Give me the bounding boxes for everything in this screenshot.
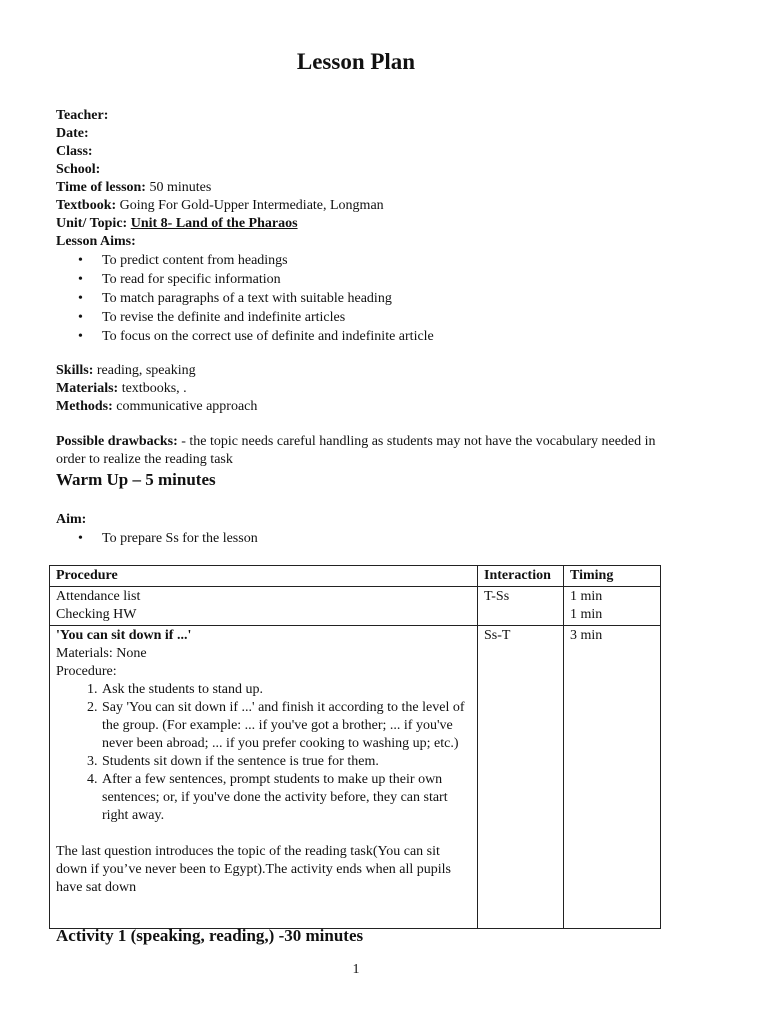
unit-value: Unit 8- Land of the Pharaos xyxy=(130,216,298,231)
time-label: Time of lesson: xyxy=(56,180,146,195)
skills-block xyxy=(56,362,656,416)
textbook-value: Going For Gold-Upper Intermediate, Longman xyxy=(116,198,384,213)
lesson-details xyxy=(56,107,656,346)
aim-item: • To focus on the correct use of definite and indefinite article xyxy=(102,327,656,346)
skills-line xyxy=(56,362,656,380)
school-label: School: xyxy=(56,162,101,177)
timing-line: 1 min xyxy=(570,589,603,604)
procedure-table xyxy=(49,565,661,929)
step-item: 4. After a few sentences, prompt students to make up their own sentences; or, if you've done the activity before, they can start right away. xyxy=(101,771,471,825)
aims-list xyxy=(56,251,656,346)
methods-line xyxy=(56,398,656,416)
table-header-row xyxy=(50,566,661,587)
warmup-aim-block xyxy=(56,511,656,548)
methods-label: Methods: xyxy=(56,399,113,414)
materials-label: Materials: xyxy=(56,381,119,396)
interaction-cell: Ss-T xyxy=(478,626,564,929)
page-number: 1 xyxy=(352,962,360,977)
aim-item: • To predict content from headings xyxy=(102,251,656,270)
activity-materials: Materials: None xyxy=(56,646,147,661)
warmup-heading: Warm Up – 5 minutes xyxy=(56,470,216,489)
textbook-label: Textbook: xyxy=(56,198,117,213)
drawbacks-label: Possible drawbacks: xyxy=(56,434,178,449)
timing-cell xyxy=(564,587,661,626)
aims-label: Lesson Aims: xyxy=(56,234,136,249)
unit-label: Unit/ Topic: xyxy=(56,216,128,231)
time-line xyxy=(56,179,656,197)
skills-value: reading, speaking xyxy=(93,363,196,378)
date-line xyxy=(56,125,656,143)
time-value: 50 minutes xyxy=(145,180,212,195)
timing-line: 1 min xyxy=(570,607,603,622)
timing-header: Timing xyxy=(564,566,661,587)
activity-procedure-label: Procedure: xyxy=(56,664,117,679)
warmup-aims-list xyxy=(56,529,656,548)
aim-item: • To match paragraphs of a text with suitable heading xyxy=(102,289,656,308)
interaction-header: Interaction xyxy=(478,566,564,587)
warmup-aim-item: • To prepare Ss for the lesson xyxy=(102,529,656,548)
school-line xyxy=(56,161,656,179)
textbook-line xyxy=(56,197,656,215)
warmup-aim-label-line xyxy=(56,511,656,529)
step-item: 1. Ask the students to stand up. xyxy=(101,681,471,699)
procedure-header: Procedure xyxy=(50,566,478,587)
date-label: Date: xyxy=(56,126,89,141)
class-line xyxy=(56,143,656,161)
teacher-label: Teacher: xyxy=(56,108,109,123)
materials-value: textbooks, . xyxy=(118,381,187,396)
activity-steps xyxy=(56,681,471,825)
page-title: Lesson Plan xyxy=(296,49,416,74)
warmup-aim-label: Aim: xyxy=(56,512,87,527)
procedure-line: Checking HW xyxy=(56,607,137,622)
procedure-cell xyxy=(50,626,478,929)
procedure-cell xyxy=(50,587,478,626)
step-item: 3. Students sit down if the sentence is true for them. xyxy=(101,753,471,771)
teacher-line xyxy=(56,107,656,125)
drawbacks-line xyxy=(56,433,656,469)
table-row xyxy=(50,587,661,626)
aim-item: • To read for specific information xyxy=(102,270,656,289)
activity-title: 'You can sit down if ...' xyxy=(56,628,192,643)
timing-cell: 3 min xyxy=(564,626,661,929)
activity-closing: The last question introduces the topic of the reading task(You can sit down if you’ve never been to Egypt).The activity ends when all pupils have sat down xyxy=(56,844,452,895)
activity1-heading: Activity 1 (speaking, reading,) -30 minutes xyxy=(56,926,364,945)
drawbacks-value: - the topic needs careful handling as students may not have the vocabulary needed in order to realize the reading task xyxy=(56,434,656,467)
materials-line xyxy=(56,380,656,398)
class-label: Class: xyxy=(56,144,93,159)
drawbacks-block xyxy=(56,433,656,469)
skills-label: Skills: xyxy=(56,363,94,378)
step-item: 2. Say 'You can sit down if ...' and finish it according to the level of the group. (For example: ... if you've got a brother; ... if you've never been abroad; ... if you prefer cooking to washing up; etc.) xyxy=(101,699,471,753)
aims-line xyxy=(56,233,656,251)
methods-value: communicative approach xyxy=(112,399,258,414)
spacer xyxy=(56,825,471,843)
aim-item: • To revise the definite and indefinite articles xyxy=(102,308,656,327)
table-row xyxy=(50,626,661,929)
unit-line xyxy=(56,215,656,233)
procedure-line: Attendance list xyxy=(56,589,141,604)
interaction-cell: T-Ss xyxy=(478,587,564,626)
